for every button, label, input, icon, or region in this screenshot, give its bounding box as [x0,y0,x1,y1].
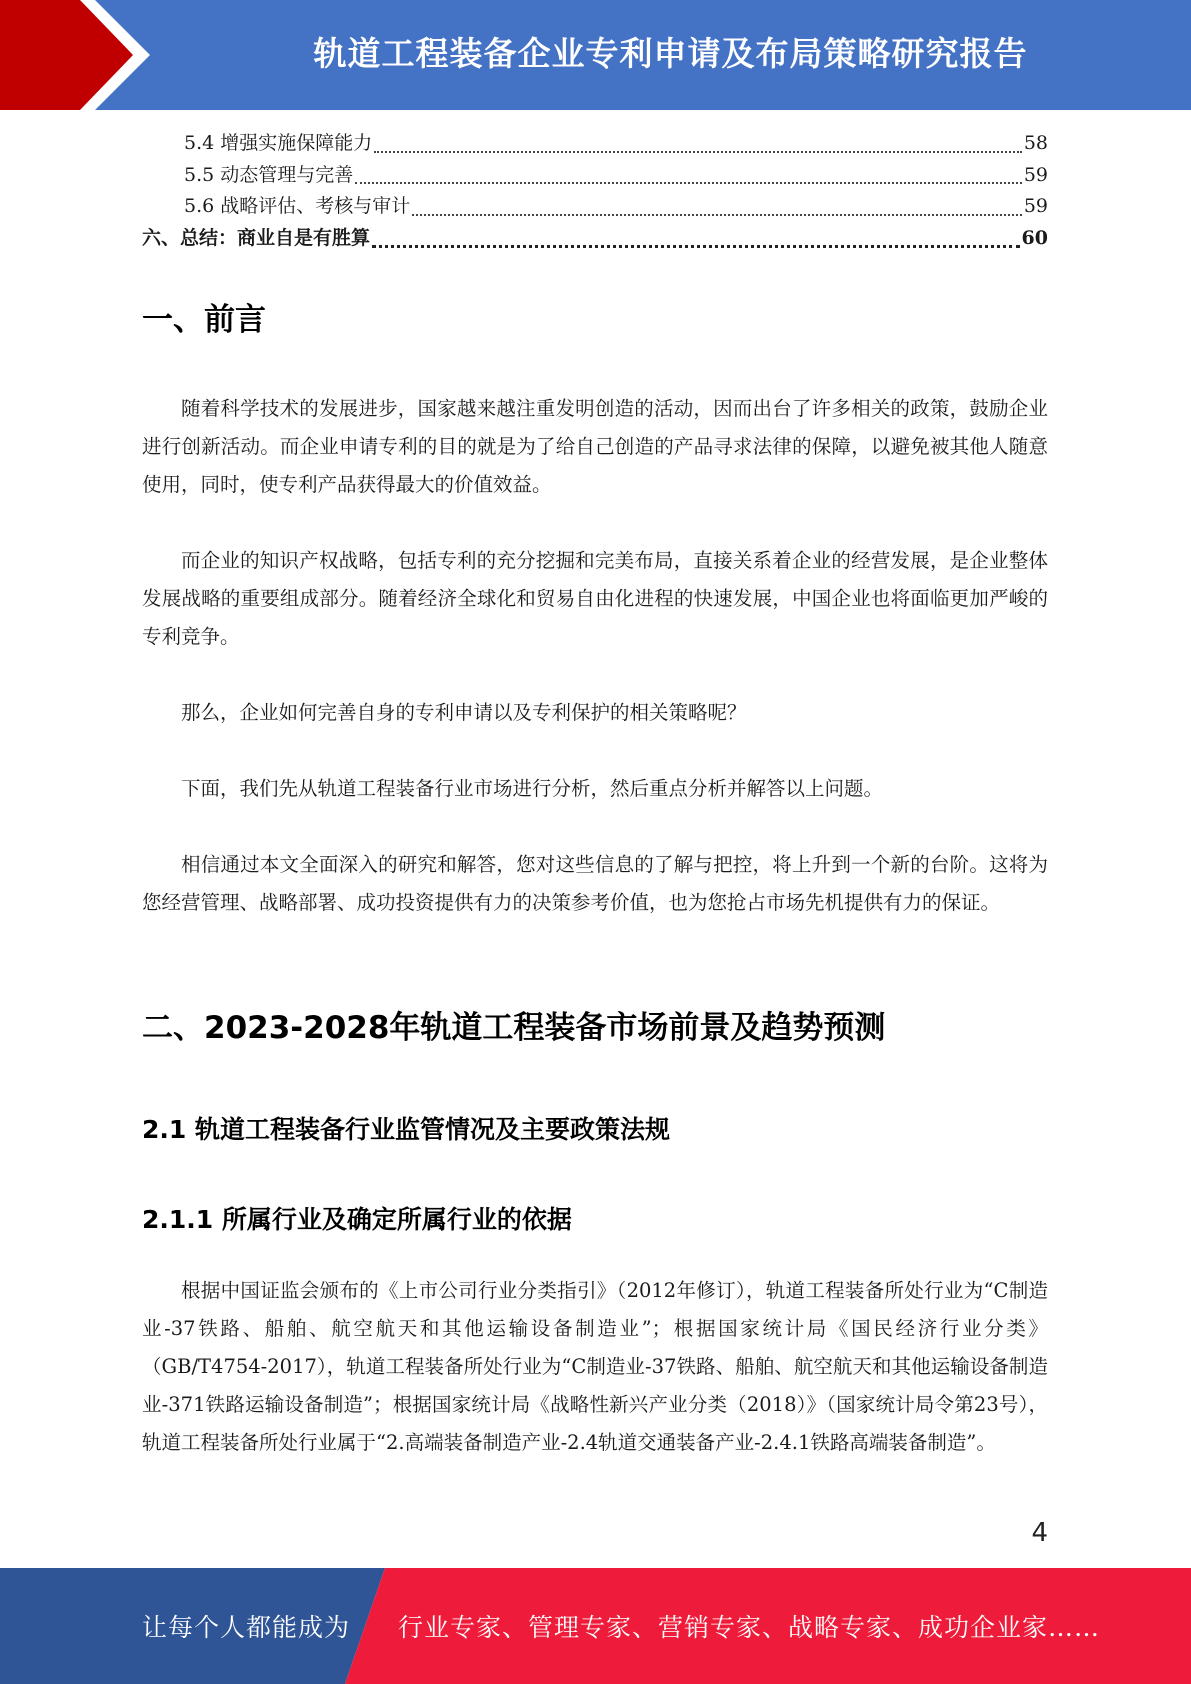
toc-item-page: 58 [1023,132,1048,154]
subsection-heading: 2.1 轨道工程装备行业监管情况及主要政策法规 [142,1115,670,1144]
paragraph: 下面，我们先从轨道工程装备行业市场进行分析，然后重点分析并解答以上问题。 [181,777,884,800]
section-heading-preface: 一、前言 [142,302,266,338]
paragraph: 随着科学技术的发展进步，国家越来越注重发明创造的活动，因而出台了许多相关的政策，鼓励企业进行创新活动。而企业申请专利的目的就是为了给自己创造的产品寻求法律的保障，以避免被其他人随意使用，同时，使专利产品获得最大的价值效益。 [142,397,1048,496]
toc-leader [412,214,1022,216]
table-of-contents [142,128,1048,254]
header-band [0,0,1191,110]
footer-slogan-right: 行业专家、管理专家、营销专家、战略专家、成功企业家…… [398,1613,1101,1642]
toc-leader [355,182,1022,184]
page-number: 4 [1031,1518,1048,1548]
toc-item-label: 5.6 战略评估、考核与审计 [184,195,411,217]
footer-band [0,1568,1191,1684]
toc-item-page: 59 [1023,163,1048,186]
subsubsection-heading: 2.1.1 所属行业及确定所属行业的依据 [142,1205,572,1234]
toc-item[interactable] [142,223,1048,255]
toc-item-label: 六、总结：商业自是有胜算 [142,226,371,249]
toc-leader [374,151,1022,153]
header-arrow-logo [0,0,160,110]
paragraph: 而企业的知识产权战略，包括专利的充分挖掘和完美布局，直接关系着企业的经营发展，是企业整体发展战略的重要组成部分。随着经济全球化和贸易自由化进程的快速发展，中国企业也将面临更加严峻的专利竞争。 [142,549,1048,648]
toc-item-page: 59 [1023,195,1048,217]
toc-leader [372,245,1020,248]
footer-slogan-left: 让每个人都能成为 [142,1613,351,1642]
paragraph: 根据中国证监会颁布的《上市公司行业分类指引》（2012年修订），轨道工程装备所处行业为“C制造业-37铁路、船舶、航空航天和其他运输设备制造业”；根据国家统计局《国民经济行业分类》（GB/T4754-2017），轨道工程装备所处行业为“C制造业-37铁路、船舶、航空航天和其他运输设备制造业-371铁路运输设备制造”；根据国家统计局《战略性新兴产业分类（2018）》（国家统计局令第23号），轨道工程装备所处行业属于“2.高端装备制造产业-2.4轨道交通装备产业-2.4.1铁路高端装备制造”。 [142,1279,1048,1454]
paragraph: 那么，企业如何完善自身的专利申请以及专利保护的相关策略呢？ [181,701,747,724]
toc-item[interactable] [142,191,1048,223]
toc-item-label: 5.4 增强实施保障能力 [184,132,373,154]
paragraph: 相信通过本文全面深入的研究和解答，您对这些信息的了解与把控，将上升到一个新的台阶。这将为您经营管理、战略部署、成功投资提供有力的决策参考价值，也为您抢占市场先机提供有力的保证。 [142,853,1048,914]
toc-item-label: 5.5 动态管理与完善 [184,163,354,186]
toc-item-page: 60 [1021,226,1048,249]
toc-item[interactable] [142,128,1048,160]
report-title: 轨道工程装备企业专利申请及布局策略研究报告 [313,34,1028,73]
section-heading-market-outlook: 二、2023-2028年轨道工程装备市场前景及趋势预测 [142,1010,886,1046]
toc-item[interactable] [142,160,1048,192]
